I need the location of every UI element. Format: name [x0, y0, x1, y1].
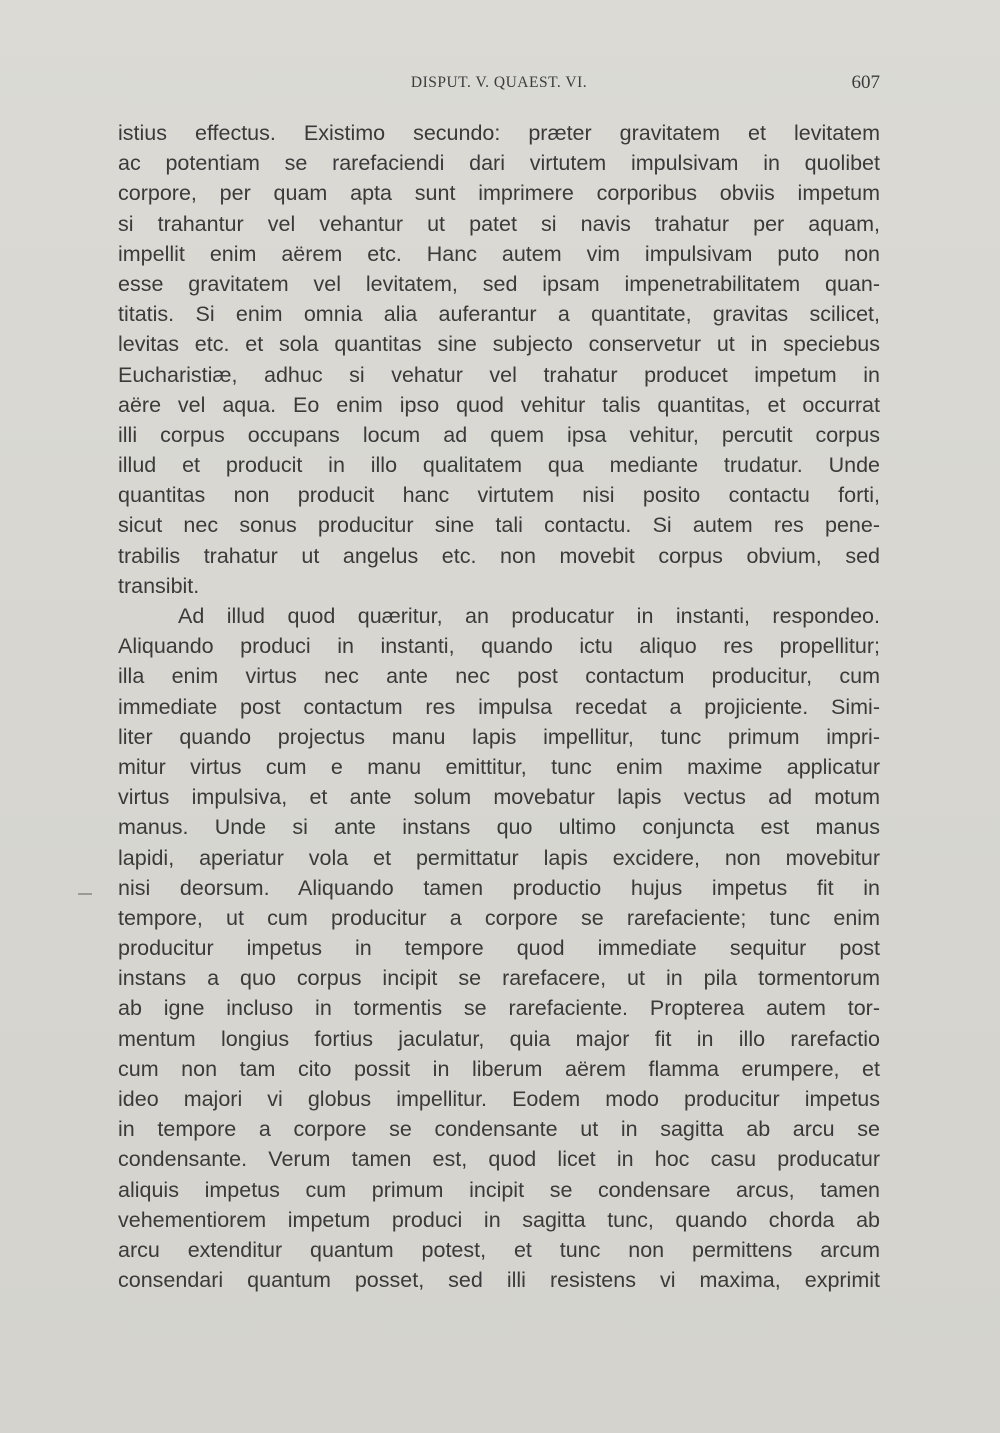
text-line: aliquis impetus cum primum incipit se condensare arcus, tamen [118, 1177, 880, 1202]
text-line: liter quando projectus manu lapis impellitur, tunc primum impri- [118, 724, 880, 749]
text-line: Eucharistiæ, adhuc si vehatur vel trahatur producet impetum in [118, 362, 880, 387]
text-line: lapidi, aperiatur vola et permittatur lapis excidere, non movebitur [118, 845, 880, 870]
text-line: illud et producit in illo qualitatem qua mediante trudatur. Unde [118, 453, 880, 478]
text-line: manus. Unde si ante instans quo ultimo conjuncta est manus [118, 815, 880, 840]
text-line: mentum longius fortius jaculatur, quia major fit in illo rarefactio [118, 1026, 880, 1051]
running-head [118, 72, 880, 100]
text-line: consendari quantum posset, sed illi resistens vi maxima, exprimit [118, 1268, 880, 1293]
text-line: instans a quo corpus incipit se rarefacere, ut in pila tormentorum [118, 966, 880, 991]
text-line: transibit. [118, 573, 200, 598]
text-line: ideo majori vi globus impellitur. Eodem modo producitur impetus [118, 1087, 880, 1111]
margin-mark [78, 893, 92, 895]
text-line: tempore, ut cum producitur a corpore se rarefaciente; tunc enim [118, 905, 880, 930]
paragraph-first-line: Ad illud quod quæritur, an producatur in instanti, respondeo. [178, 604, 880, 628]
text-line: titatis. Si enim omnia alia auferantur a quantitate, gravitas scilicet, [118, 302, 880, 327]
text-line: levitas etc. et sola quantitas sine subjecto conservetur ut in speciebus [118, 332, 880, 357]
text-line: ab igne incluso in tormentis se rarefaciente. Propterea autem tor- [118, 996, 880, 1021]
text-line: illa enim virtus nec ante nec post contactum producitur, cum [118, 664, 880, 689]
text-line: nisi deorsum. Aliquando tamen productio hujus impetus fit in [118, 875, 880, 900]
text-line: istius effectus. Existimo secundo: præter gravitatem et levitatem [118, 121, 880, 145]
text-line: condensante. Verum tamen est, quod licet in hoc casu producatur [118, 1147, 880, 1172]
text-line: trabilis trahatur ut angelus etc. non movebit corpus obvium, sed [118, 543, 880, 568]
body-text [118, 118, 880, 1295]
text-line: immediate post contactum res impulsa recedat a projiciente. Simi- [118, 694, 880, 719]
text-line: virtus impulsiva, et ante solum movebatur lapis vectus ad motum [118, 785, 880, 810]
text-line: Aliquando produci in instanti, quando ictu aliquo res propellitur; [118, 634, 880, 659]
text-line: cum non tam cito possit in liberum aërem flamma erumpere, et [118, 1056, 880, 1081]
page-number: 607 [851, 72, 880, 93]
text-line: corpore, per quam apta sunt imprimere corporibus obviis impetum [118, 181, 880, 206]
text-line: aëre vel aqua. Eo enim ipso quod vehitur talis quantitas, et occurrat [118, 392, 880, 417]
text-line: esse gravitatem vel levitatem, sed ipsam impenetrabilitatem quan- [118, 271, 880, 296]
running-title: DISPUT. V. QUAEST. VI. [410, 74, 588, 91]
text-line: illi corpus occupans locum ad quem ipsa vehitur, percutit corpus [118, 422, 880, 447]
text-line: mitur virtus cum e manu emittitur, tunc enim maxime applicatur [118, 754, 880, 779]
text-line: vehementiorem impetum produci in sagitta tunc, quando chorda ab [118, 1207, 880, 1232]
text-line: quantitas non producit hanc virtutem nisi posito contactu forti, [118, 483, 880, 508]
text-line: in tempore a corpore se condensante ut in sagitta ab arcu se [118, 1117, 880, 1142]
text-line: producitur impetus in tempore quod immediate sequitur post [118, 936, 880, 961]
text-line: impellit enim aërem etc. Hanc autem vim impulsivam puto non [118, 241, 880, 266]
text-line: arcu extenditur quantum potest, et tunc non permittens arcum [118, 1237, 880, 1262]
text-line: si trahantur vel vehantur ut patet si navis trahatur per aquam, [118, 211, 880, 236]
text-line: ac potentiam se rarefaciendi dari virtutem impulsivam in quolibet [118, 151, 880, 176]
text-line: sicut nec sonus producitur sine tali contactu. Si autem res pene- [118, 513, 880, 538]
